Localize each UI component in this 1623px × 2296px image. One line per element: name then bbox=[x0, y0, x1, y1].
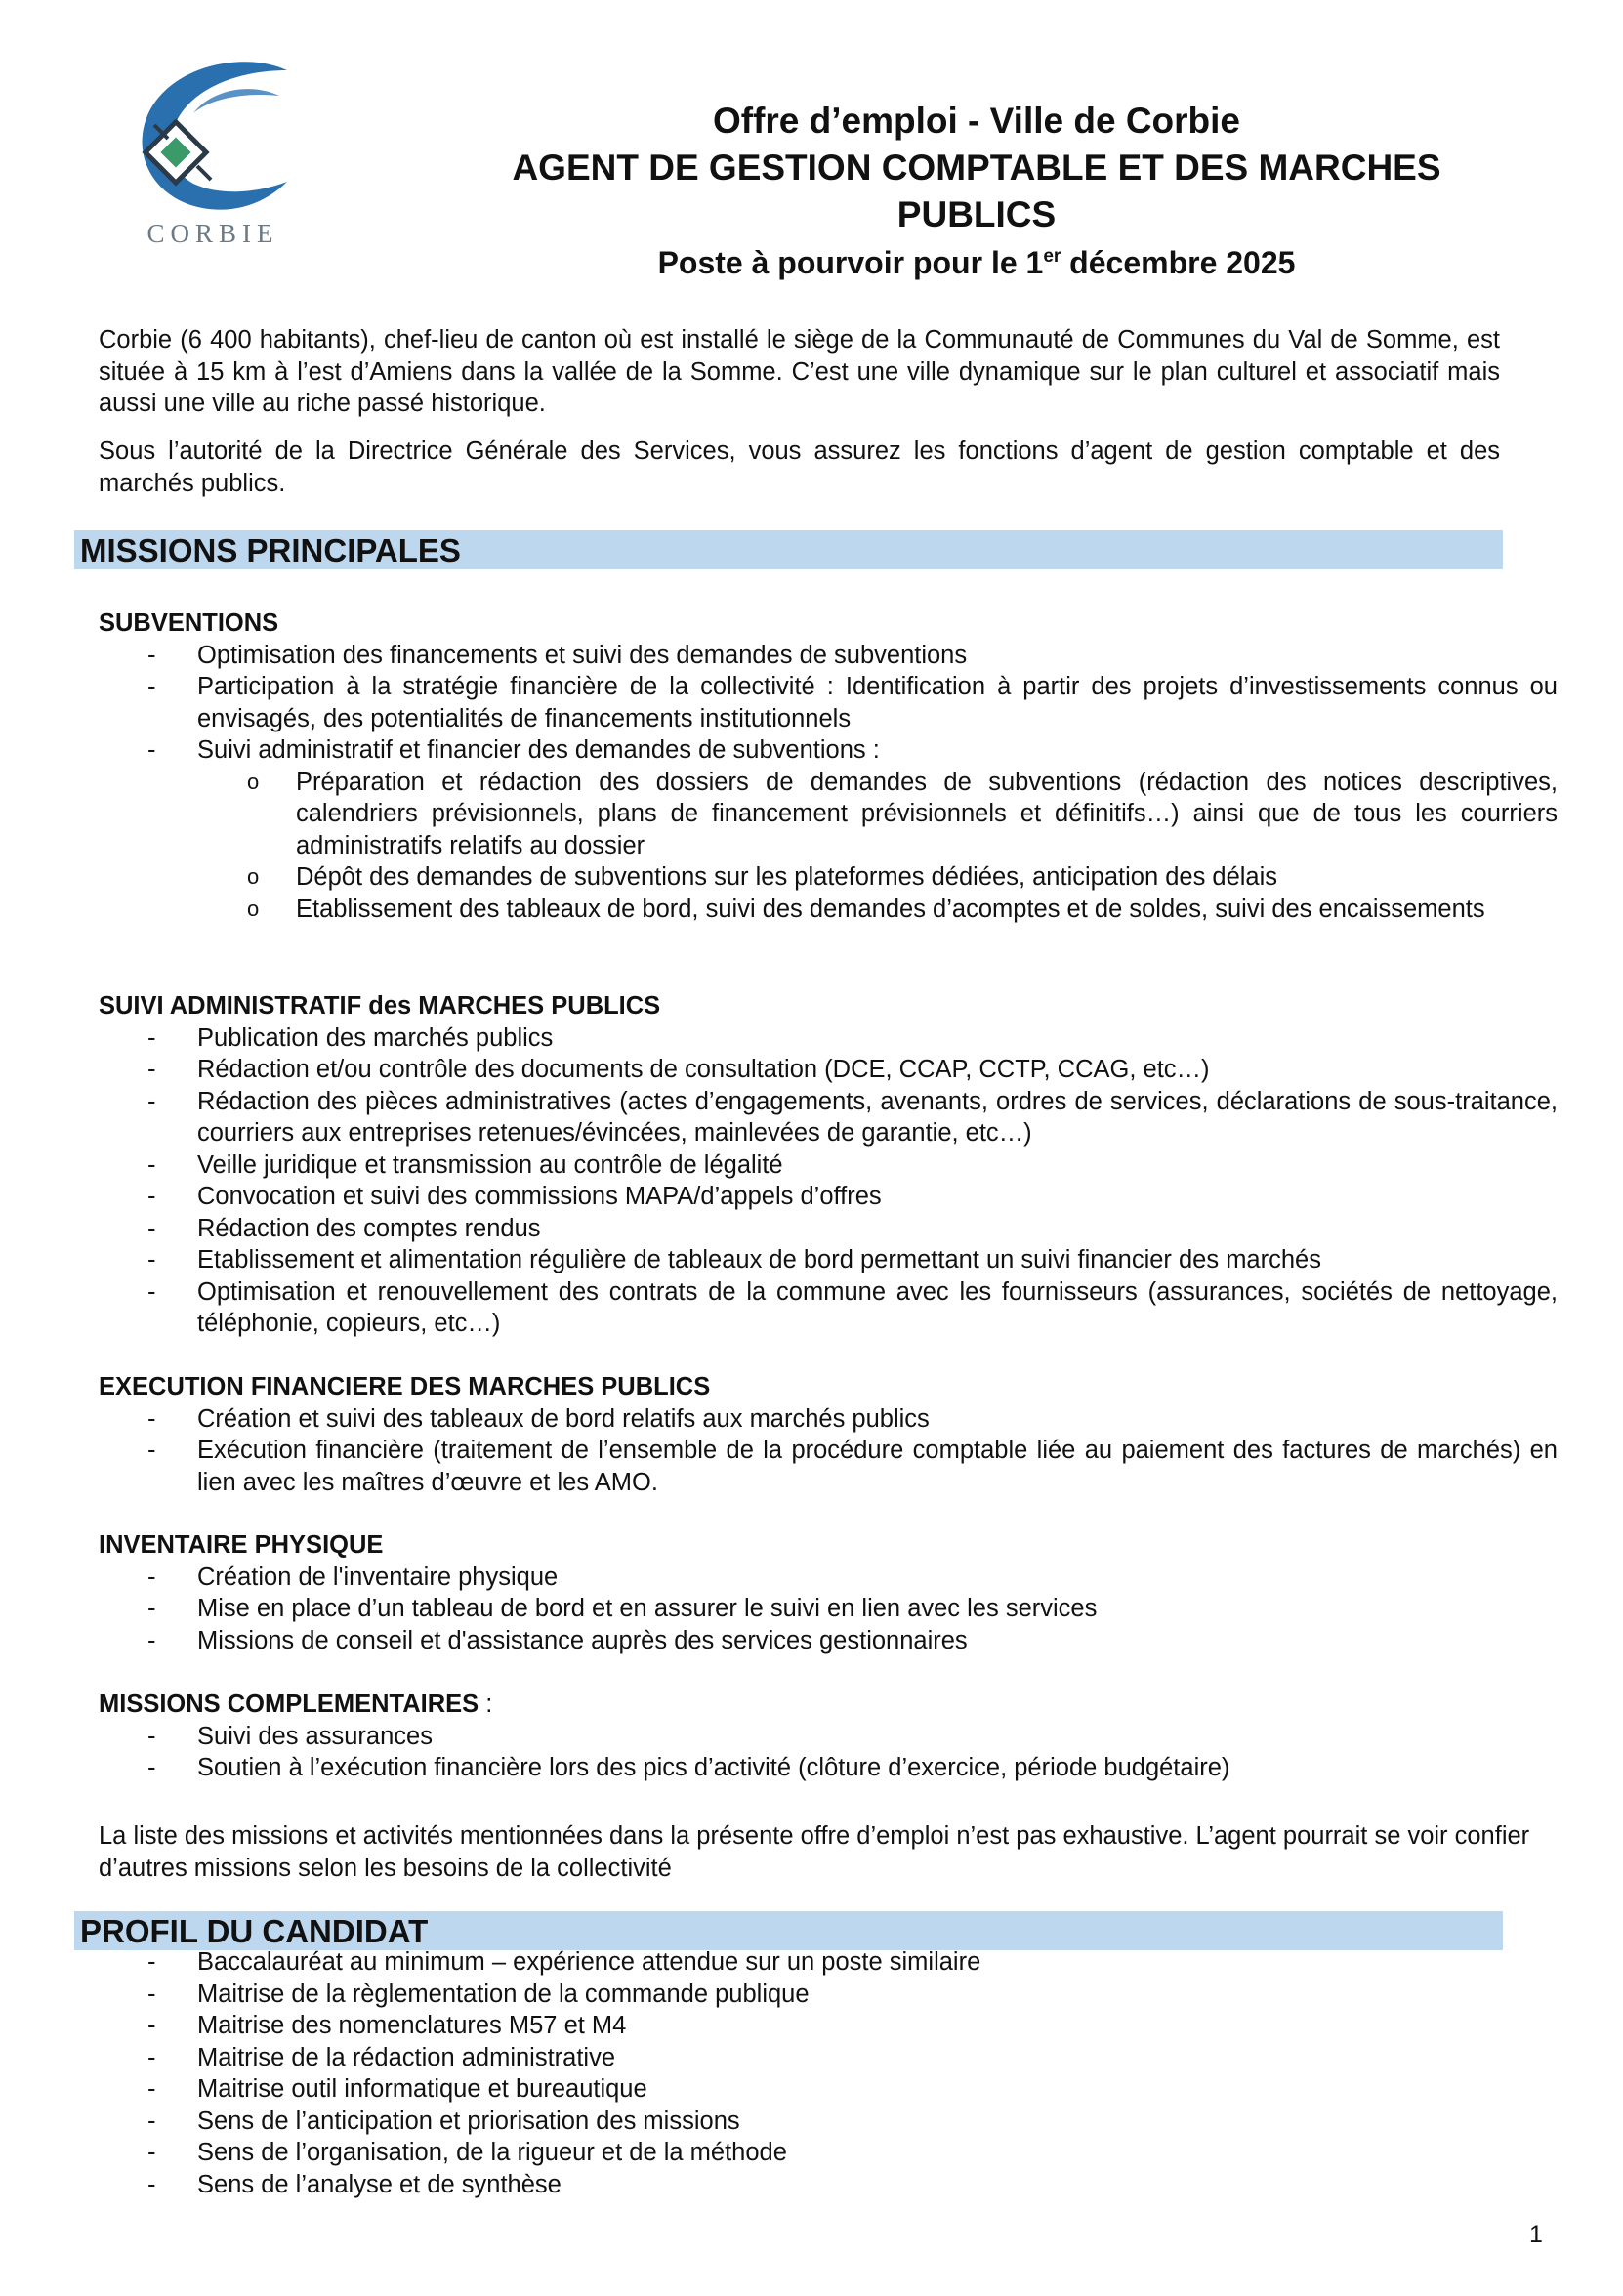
list-item: - Veille juridique et transmission au contrôle de légalité bbox=[99, 1149, 1558, 1182]
list-item: - Sens de l’anticipation et priorisation des missions bbox=[99, 2106, 1558, 2138]
list-item: - Sens de l’organisation, de la rigueur et de la méthode bbox=[99, 2137, 1558, 2169]
list-item: - Missions de conseil et d'assistance auprès des services gestionnaires bbox=[99, 1625, 1558, 1657]
list-item: - Suivi des assurances bbox=[99, 1721, 1558, 1753]
list-item: - Maitrise des nomenclatures M57 et M4 bbox=[99, 2010, 1558, 2042]
list-item: - Soutien à l’exécution financière lors des pics d’activité (clôture d’exercice, période budgétaire) bbox=[99, 1752, 1558, 1784]
list-item: - Maitrise outil informatique et bureautique bbox=[99, 2073, 1558, 2106]
job-title-line-2: PUBLICS bbox=[896, 194, 1057, 234]
list-item: - Exécution financière (traitement de l’ensemble de la procédure comptable liée au paiement des factures de marchés) en lien avec les maîtres d’œuvre et les AMO. bbox=[99, 1435, 1558, 1498]
logo-text: CORBIE bbox=[146, 219, 279, 248]
list-item: - Maitrise de la règlementation de la commande publique bbox=[99, 1979, 1558, 2011]
list-item: - Baccalauréat au minimum – expérience attendue sur un poste similaire bbox=[99, 1946, 1558, 1979]
subsection-title-text: MISSIONS COMPLEMENTAIRES bbox=[99, 1691, 479, 1718]
list-item: - Rédaction des comptes rendus bbox=[99, 1213, 1558, 1245]
list-item: - Etablissement et alimentation régulière de tableaux de bord permettant un suivi financier des marchés bbox=[99, 1244, 1558, 1276]
list-item: - Sens de l’analyse et de synthèse bbox=[99, 2169, 1558, 2201]
bullet-list bbox=[99, 640, 1558, 926]
start-date-suffix: décembre 2025 bbox=[1061, 245, 1296, 280]
section-execution-financiere bbox=[99, 1371, 1558, 1498]
section-heading-missions: MISSIONS PRINCIPALES bbox=[74, 530, 1503, 569]
list-item: - Suivi administratif et financier des demandes de subventions : bbox=[99, 734, 1558, 767]
document-header bbox=[430, 98, 1523, 285]
sub-list-item: o Dépôt des demandes de subventions sur les plateformes dédiées, anticipation des délais bbox=[99, 861, 1558, 894]
bullet-list bbox=[99, 1562, 1558, 1657]
subsection-title: INVENTAIRE PHYSIQUE bbox=[99, 1531, 384, 1559]
section-profil-candidat bbox=[99, 1946, 1558, 2200]
list-item: - Convocation et suivi des commissions MAPA/d’appels d’offres bbox=[99, 1181, 1558, 1213]
list-item: - Rédaction des pièces administratives (actes d’engagements, avenants, ordres de services, déclarations de sous-traitance, courriers aux entreprises retenues/évincées, mainlevées de garantie, etc…) bbox=[99, 1086, 1558, 1149]
list-item: - Optimisation des financements et suivi des demandes de subventions bbox=[99, 640, 1558, 672]
subsection-title: EXECUTION FINANCIERE DES MARCHES PUBLICS bbox=[99, 1373, 711, 1400]
closing-paragraph: La liste des missions et activités mentionnées dans la présente offre d’emploi n’est pas exhaustive. L’agent pourrait se voir confier d’autres missions selon les besoins de la collectivité bbox=[99, 1822, 1530, 1882]
list-item: - Publication des marchés publics bbox=[99, 1023, 1558, 1055]
bullet-list bbox=[99, 1946, 1558, 2200]
list-item: - Participation à la stratégie financière de la collectivité : Identification à partir des projets d’investissements connus ou envisagés, des potentialités de financements institutionnels bbox=[99, 671, 1558, 734]
bullet-list bbox=[99, 1403, 1558, 1499]
corbie-emblem-icon bbox=[115, 57, 311, 218]
list-item: - Optimisation et renouvellement des contrats de la commune avec les fournisseurs (assurances, sociétés de nettoyage, téléphonie, copieurs, etc…) bbox=[99, 1276, 1558, 1340]
job-title-line-1: AGENT DE GESTION COMPTABLE ET DES MARCHES bbox=[512, 147, 1441, 188]
section-marches-publics bbox=[99, 990, 1558, 1340]
subsection-title bbox=[99, 1689, 1558, 1721]
section-inventaire bbox=[99, 1529, 1558, 1656]
page-number: 1 bbox=[1529, 2221, 1543, 2248]
start-date-superscript: er bbox=[1043, 246, 1061, 267]
section-heading-profil: PROFIL DU CANDIDAT bbox=[74, 1911, 1503, 1950]
bullet-list bbox=[99, 1721, 1558, 1784]
intro-paragraph-1: Corbie (6 400 habitants), chef-lieu de canton où est installé le siège de la Communauté de Communes du Val de Somme, est située à 15 km à l’est d’Amiens dans la vallée de la Somme. C’est une ville dynamique sur le plan culturel et associatif mais aussi une ville au riche passé historique. bbox=[99, 326, 1500, 417]
subsection-title-colon: : bbox=[479, 1691, 493, 1718]
list-item: - Création de l'inventaire physique bbox=[99, 1562, 1558, 1594]
start-date-prefix: Poste à pourvoir pour le 1 bbox=[657, 245, 1044, 280]
list-item: - Rédaction et/ou contrôle des documents de consultation (DCE, CCAP, CCTP, CCAG, etc…) bbox=[99, 1054, 1558, 1086]
list-item: - Création et suivi des tableaux de bord relatifs aux marchés publics bbox=[99, 1403, 1558, 1436]
sub-list-item: o Préparation et rédaction des dossiers de demandes de subventions (rédaction des notices descriptives, calendriers prévisionnels, plans de financement prévisionnels et définitifs…) ainsi que de tous les courriers administratifs relatifs au dossier bbox=[99, 767, 1558, 862]
start-date bbox=[430, 240, 1523, 285]
subsection-title: SUIVI ADMINISTRATIF des MARCHES PUBLICS bbox=[99, 992, 661, 1020]
section-subventions bbox=[99, 607, 1558, 925]
corbie-logo bbox=[115, 57, 311, 254]
section-missions-complementaires bbox=[99, 1689, 1558, 1784]
header-title: Offre d’emploi - Ville de Corbie bbox=[712, 101, 1241, 141]
list-item: - Maitrise de la rédaction administrative bbox=[99, 2042, 1558, 2074]
intro-paragraph-2: Sous l’autorité de la Directrice Générale des Services, vous assurez les fonctions d’agent de gestion comptable et des marchés publics. bbox=[99, 438, 1500, 497]
sub-list-item: o Etablissement des tableaux de bord, suivi des demandes d’acomptes et de soldes, suivi des encaissements bbox=[99, 894, 1558, 926]
bullet-list bbox=[99, 1023, 1558, 1340]
list-item: - Mise en place d’un tableau de bord et en assurer le suivi en lien avec les services bbox=[99, 1593, 1558, 1625]
subsection-title: SUBVENTIONS bbox=[99, 609, 279, 637]
